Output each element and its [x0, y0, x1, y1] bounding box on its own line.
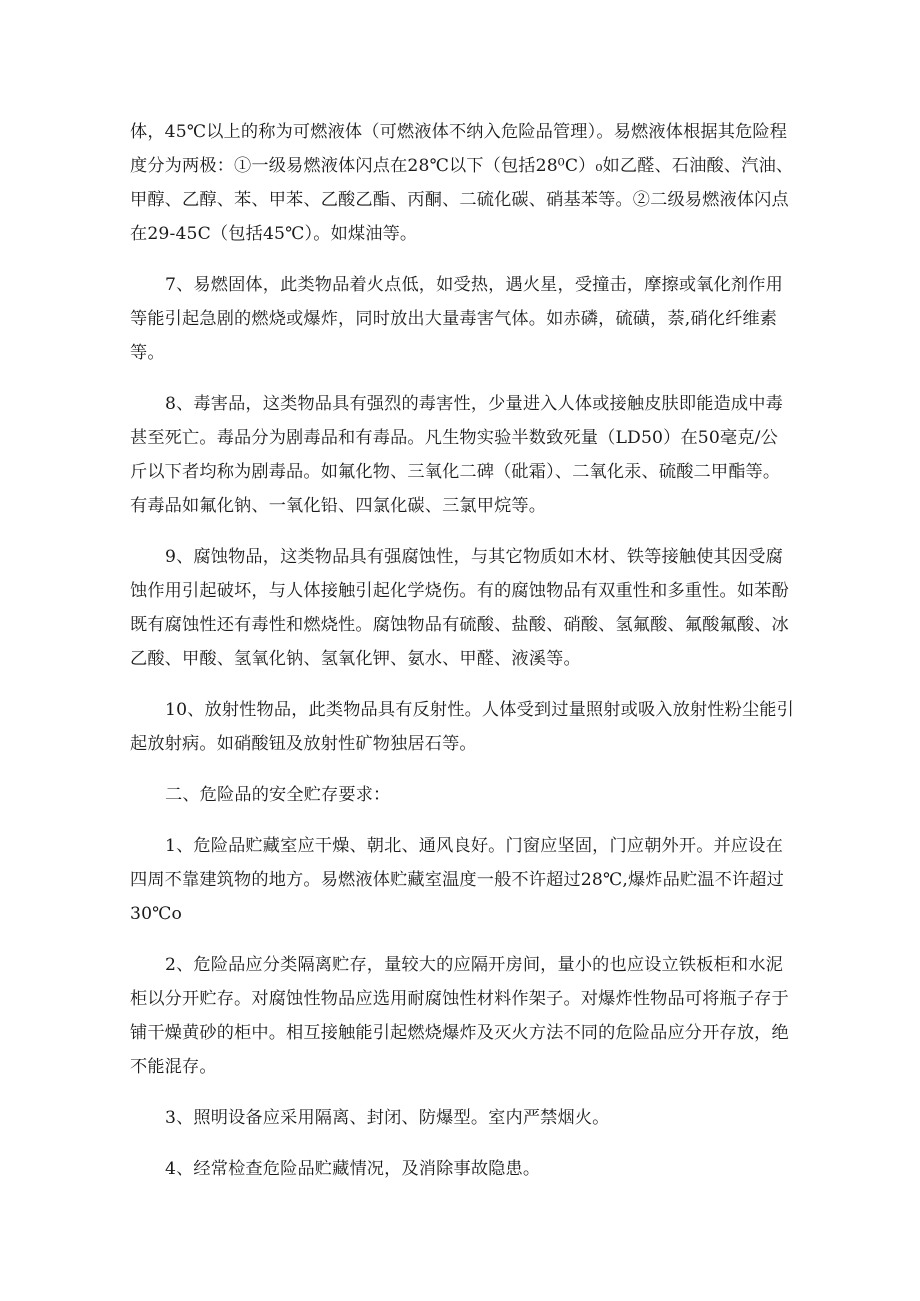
paragraph: [130, 1152, 795, 1186]
paragraph-line: 10、放射性物品，此类物品具有反射性。人体受到过量照射或吸入放射性粉尘能引: [165, 700, 794, 720]
paragraph-line: 在29-45C（包括45℃）。如煤油等。: [130, 224, 418, 244]
paragraph-line: 甚至死亡。毒品分为剧毒品和有毒品。凡生物实验半数致死量（LD50）在50毫克/公: [130, 428, 778, 448]
paragraph: [130, 1101, 795, 1135]
paragraph-line: 7、易燃固体，此类物品着火点低，如受热，遇火星，受撞击，摩擦或氧化剂作用: [165, 275, 783, 295]
paragraph: [130, 268, 795, 370]
paragraph-gap: [0, 761, 920, 778]
paragraph-line: 3、照明设备应采用隔离、封闭、防爆型。室内严禁烟火。: [165, 1108, 610, 1128]
paragraph-line: 4、经常检查危险品贮藏情况，及消除事故隐患。: [165, 1159, 541, 1179]
paragraph-gap: [0, 1084, 920, 1101]
paragraph: [130, 778, 795, 812]
paragraph: [130, 829, 795, 931]
paragraph-gap: [0, 676, 920, 693]
paragraph-line: 2、危险品应分类隔离贮存，量较大的应隔开房间，量小的也应设立铁板柜和水泥: [165, 955, 783, 975]
paragraph: [130, 948, 795, 1084]
paragraph-line: 体，45℃以上的称为可燃液体（可燃液体不纳入危险品管理）。易燃液体根据其危险程: [130, 122, 788, 142]
paragraph-line: 等能引起急剧的燃烧或爆炸，同时放出大量毒害气体。如赤磷，硫磺，萘,硝化纤维素: [130, 309, 778, 329]
paragraph-line: 四周不靠建筑物的地方。易燃液体贮藏室温度一般不许超过28℃,爆炸品贮温不许超过: [130, 870, 784, 890]
paragraph-line: 1、危险品贮藏室应干燥、朝北、通风良好。门窗应坚固，门应朝外开。并应设在: [165, 836, 783, 856]
paragraph-line: 乙酸、甲酸、氢氧化钠、氢氧化钾、氨水、甲醛、液溪等。: [130, 649, 581, 669]
paragraph-gap: [0, 251, 920, 268]
paragraph-line: 9、腐蚀物品，这类物品具有强腐蚀性，与其它物质如木材、铁等接触使其因受腐: [165, 547, 783, 567]
paragraph: [130, 540, 795, 676]
paragraph-gap: [0, 931, 920, 948]
paragraph-line: 柜以分开贮存。对腐蚀性物品应选用耐腐蚀性材料作架子。对爆炸性物品可将瓶子存于: [130, 989, 789, 1009]
paragraph-line: 蚀作用引起破坏，与人体接触引起化学烧伤。有的腐蚀物品有双重性和多重性。如苯酚: [130, 581, 789, 601]
paragraph-line: 二、危险品的安全贮存要求：: [165, 785, 391, 805]
paragraph-line: 30℃o: [130, 904, 183, 924]
paragraph-gap: [0, 370, 920, 387]
paragraph-line: 8、毒害品，这类物品具有强烈的毒害性，少量进入人体或接触皮肤即能造成中毒: [165, 394, 783, 414]
paragraph-line: 铺干燥黄砂的柜中。相互接触能引起燃烧爆炸及灭火方法不同的危险品应分开存放，绝: [130, 1023, 789, 1043]
document-body: [0, 115, 920, 1186]
paragraph-line: 度分为两极：①一级易燃液体闪点在28℃以下（包括28⁰C）₀如乙醛、石油酸、汽油、: [130, 156, 794, 176]
paragraph-line: 不能混存。: [130, 1057, 217, 1077]
paragraph-gap: [0, 523, 920, 540]
paragraph-line: 既有腐蚀性还有毒性和燃烧性。腐蚀物品有硫酸、盐酸、硝酸、氢氟酸、氟酸氟酸、冰: [130, 615, 789, 635]
paragraph-line: 斤以下者均称为剧毒品。如氟化物、三氧化二碑（砒霜）、二氧化汞、硫酸二甲酯等。: [130, 462, 781, 482]
paragraph-line: 甲醇、乙醇、苯、甲苯、乙酸乙酯、丙酮、二硫化碳、硝基苯等。②二级易燃液体闪点: [130, 190, 789, 210]
paragraph: [130, 693, 795, 761]
paragraph-line: 等。: [130, 343, 165, 363]
paragraph-gap: [0, 1135, 920, 1152]
paragraph: [130, 387, 795, 523]
paragraph-line: 有毒品如氟化钠、一氧化铅、四氯化碳、三氯甲烷等。: [130, 496, 547, 516]
paragraph: [130, 115, 795, 251]
paragraph-line: 起放射病。如硝酸钮及放射性矿物独居石等。: [130, 734, 477, 754]
paragraph-gap: [0, 812, 920, 829]
